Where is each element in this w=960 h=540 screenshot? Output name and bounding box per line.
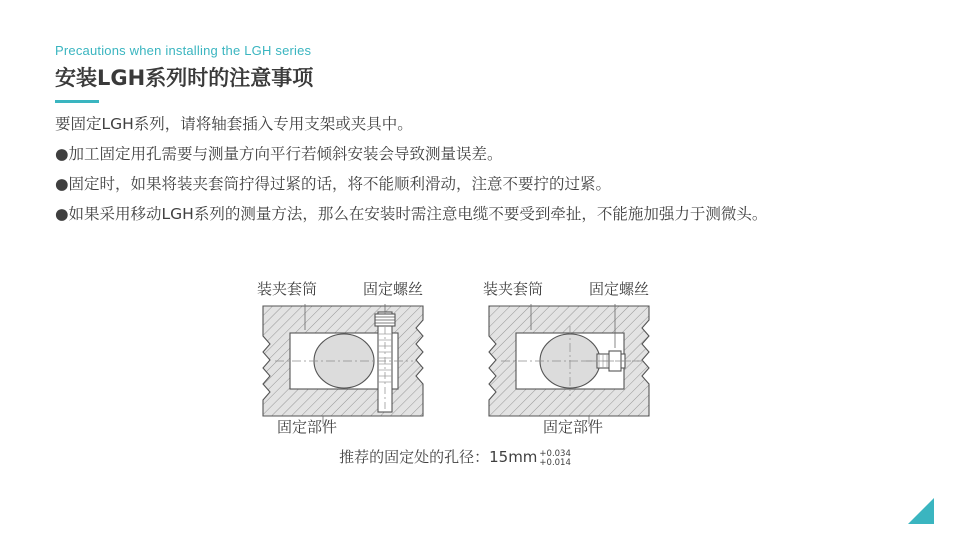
figure-dimension-note	[225, 446, 685, 467]
figure-left-assembly	[263, 304, 423, 424]
label-clamp-sleeve-left: 装夹套筒	[257, 280, 318, 298]
tolerance-upper: +0.034	[539, 448, 571, 459]
figure-drawing	[205, 304, 685, 429]
body-line-2: ●加工固定用孔需要与测量方向平行若倾斜安装会导致测量误差。	[55, 145, 503, 163]
installation-figure	[205, 268, 685, 480]
figure-top-labels	[205, 268, 685, 298]
body-text-block	[55, 112, 935, 232]
page-eyebrow: Precautions when installing the LGH series	[55, 43, 312, 58]
label-set-screw-right: 固定螺丝	[589, 280, 650, 298]
dimension-tolerance	[539, 450, 570, 468]
label-set-screw-left: 固定螺丝	[363, 280, 424, 298]
label-clamp-sleeve-right: 装夹套筒	[483, 280, 544, 298]
body-line-3: ●固定时，如果将装夹套筒拧得过紧的话，将不能顺利滑动，注意不要拧的过紧。	[55, 175, 612, 193]
body-line-1: 要固定LGH系列，请将轴套插入专用支架或夹具中。	[55, 115, 413, 133]
label-fixed-part-right: 固定部件	[543, 418, 604, 436]
page-header	[55, 42, 915, 103]
page-title: 安装LGH系列时的注意事项	[55, 66, 314, 90]
dimension-text: 推荐的固定处的孔径：15mm	[339, 448, 538, 466]
body-line-4: ●如果采用移动LGH系列的测量方法，那么在安装时需注意电缆不要受到牵扯，不能施加强力于测微头。	[55, 205, 768, 223]
tolerance-lower: +0.014	[539, 457, 571, 468]
label-fixed-part-left: 固定部件	[277, 418, 338, 436]
corner-triangle-decoration	[908, 498, 934, 524]
title-underline-rule	[55, 100, 99, 103]
figure-right-assembly	[489, 304, 649, 424]
